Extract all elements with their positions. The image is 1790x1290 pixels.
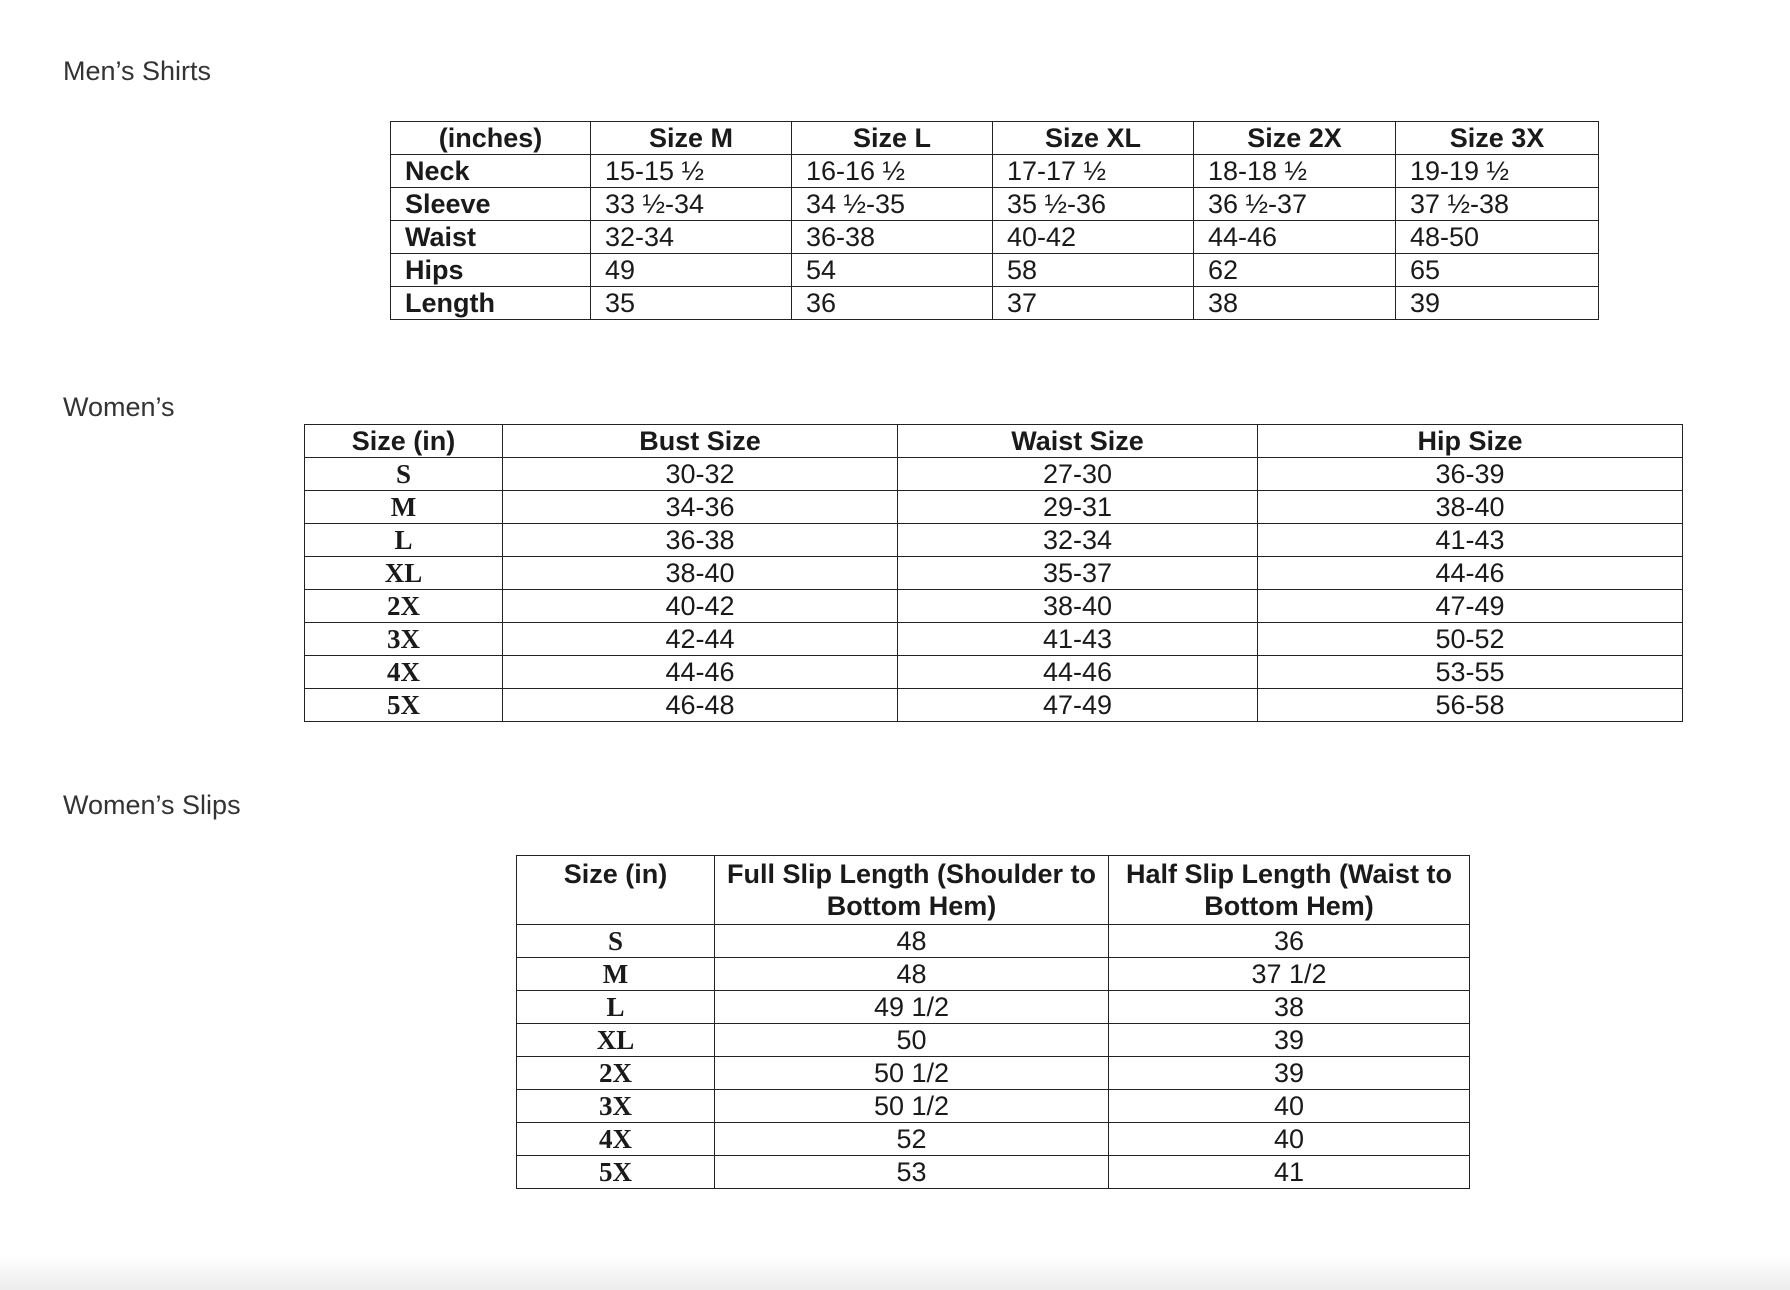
table-cell: 34-36	[503, 491, 898, 524]
column-header: Half Slip Length (Waist to Bottom Hem)	[1109, 856, 1470, 925]
table-header-row	[517, 856, 1470, 925]
table-row	[517, 1156, 1470, 1189]
size-cell: 5X	[517, 1156, 715, 1189]
table-cell: 58	[993, 254, 1194, 287]
table-cell: 38-40	[503, 557, 898, 590]
size-cell: L	[305, 524, 503, 557]
table-cell: 32-34	[898, 524, 1258, 557]
column-header: Bust Size	[503, 425, 898, 458]
table-row	[305, 656, 1683, 689]
table-cell: 38-40	[1258, 491, 1683, 524]
row-label: Waist	[391, 221, 591, 254]
column-header: Size XL	[993, 122, 1194, 155]
size-cell: XL	[517, 1024, 715, 1057]
table-cell: 27-30	[898, 458, 1258, 491]
table-cell: 16-16 ½	[792, 155, 993, 188]
size-cell: 3X	[517, 1090, 715, 1123]
table-cell: 44-46	[1258, 557, 1683, 590]
table-cell: 44-46	[898, 656, 1258, 689]
size-cell: 2X	[517, 1057, 715, 1090]
size-cell: XL	[305, 557, 503, 590]
table-cell: 33 ½-34	[591, 188, 792, 221]
table-cell: 53-55	[1258, 656, 1683, 689]
table-cell: 36-38	[792, 221, 993, 254]
table-cell: 50 1/2	[715, 1090, 1109, 1123]
table-cell: 41	[1109, 1156, 1470, 1189]
column-header: Size 3X	[1396, 122, 1599, 155]
table-header-row	[305, 425, 1683, 458]
table-row	[517, 1024, 1470, 1057]
table-cell: 50 1/2	[715, 1057, 1109, 1090]
table-cell: 65	[1396, 254, 1599, 287]
size-cell: L	[517, 991, 715, 1024]
table-row	[305, 491, 1683, 524]
table-cell: 53	[715, 1156, 1109, 1189]
table-cell: 36 ½-37	[1194, 188, 1396, 221]
column-header: Hip Size	[1258, 425, 1683, 458]
table-row	[517, 1057, 1470, 1090]
womens-size-table	[304, 424, 1683, 722]
table-cell: 47-49	[898, 689, 1258, 722]
table-cell: 39	[1396, 287, 1599, 320]
table-row	[391, 287, 1599, 320]
table-cell: 35	[591, 287, 792, 320]
table-cell: 39	[1109, 1024, 1470, 1057]
table-row	[305, 623, 1683, 656]
table-row	[391, 188, 1599, 221]
table-cell: 18-18 ½	[1194, 155, 1396, 188]
table-cell: 49	[591, 254, 792, 287]
table-cell: 41-43	[898, 623, 1258, 656]
table-cell: 36	[1109, 925, 1470, 958]
table-row	[517, 1123, 1470, 1156]
table-header-row	[391, 122, 1599, 155]
table-row	[305, 557, 1683, 590]
table-row	[517, 925, 1470, 958]
table-cell: 30-32	[503, 458, 898, 491]
row-label: Hips	[391, 254, 591, 287]
womens-heading: Women’s	[63, 392, 175, 422]
size-cell: S	[517, 925, 715, 958]
table-cell: 42-44	[503, 623, 898, 656]
table-cell: 36	[792, 287, 993, 320]
table-cell: 40	[1109, 1123, 1470, 1156]
size-cell: M	[305, 491, 503, 524]
table-cell: 47-49	[1258, 590, 1683, 623]
table-cell: 48-50	[1396, 221, 1599, 254]
column-header: Size (in)	[517, 856, 715, 925]
table-cell: 48	[715, 925, 1109, 958]
size-cell: 4X	[517, 1123, 715, 1156]
table-cell: 35 ½-36	[993, 188, 1194, 221]
size-cell: 3X	[305, 623, 503, 656]
table-cell: 37 ½-38	[1396, 188, 1599, 221]
womens-slips-heading: Women’s Slips	[63, 790, 241, 820]
table-cell: 40	[1109, 1090, 1470, 1123]
table-row	[305, 524, 1683, 557]
column-header: Full Slip Length (Shoulder to Bottom Hem)	[715, 856, 1109, 925]
table-cell: 35-37	[898, 557, 1258, 590]
table-cell: 50-52	[1258, 623, 1683, 656]
column-header: Size 2X	[1194, 122, 1396, 155]
table-row	[305, 689, 1683, 722]
size-cell: 2X	[305, 590, 503, 623]
table-cell: 54	[792, 254, 993, 287]
table-cell: 19-19 ½	[1396, 155, 1599, 188]
table-row	[305, 590, 1683, 623]
table-cell: 36-39	[1258, 458, 1683, 491]
size-cell: M	[517, 958, 715, 991]
table-cell: 52	[715, 1123, 1109, 1156]
table-row	[517, 1090, 1470, 1123]
table-cell: 44-46	[503, 656, 898, 689]
table-cell: 40-42	[503, 590, 898, 623]
table-cell: 29-31	[898, 491, 1258, 524]
womens-slips-size-table	[516, 855, 1470, 1189]
table-cell: 37 1/2	[1109, 958, 1470, 991]
table-row	[391, 221, 1599, 254]
table-cell: 44-46	[1194, 221, 1396, 254]
row-label: Length	[391, 287, 591, 320]
table-cell: 38	[1194, 287, 1396, 320]
table-row	[391, 254, 1599, 287]
table-cell: 48	[715, 958, 1109, 991]
table-cell: 40-42	[993, 221, 1194, 254]
table-cell: 50	[715, 1024, 1109, 1057]
table-cell: 46-48	[503, 689, 898, 722]
table-cell: 38-40	[898, 590, 1258, 623]
size-cell: 4X	[305, 656, 503, 689]
column-header: Size (in)	[305, 425, 503, 458]
table-cell: 34 ½-35	[792, 188, 993, 221]
column-header: Size M	[591, 122, 792, 155]
table-row	[517, 958, 1470, 991]
mens-shirts-size-table	[390, 121, 1599, 320]
row-label: Sleeve	[391, 188, 591, 221]
table-cell: 41-43	[1258, 524, 1683, 557]
table-cell: 32-34	[591, 221, 792, 254]
table-cell: 39	[1109, 1057, 1470, 1090]
size-cell: 5X	[305, 689, 503, 722]
table-cell: 49 1/2	[715, 991, 1109, 1024]
table-row	[305, 458, 1683, 491]
size-cell: S	[305, 458, 503, 491]
table-row	[391, 155, 1599, 188]
column-header-units: (inches)	[391, 122, 591, 155]
column-header: Waist Size	[898, 425, 1258, 458]
mens-shirts-heading: Men’s Shirts	[63, 56, 212, 86]
table-cell: 56-58	[1258, 689, 1683, 722]
table-cell: 62	[1194, 254, 1396, 287]
row-label: Neck	[391, 155, 591, 188]
table-cell: 15-15 ½	[591, 155, 792, 188]
table-row	[517, 991, 1470, 1024]
bottom-edge-shadow	[0, 1256, 1790, 1290]
table-cell: 36-38	[503, 524, 898, 557]
column-header: Size L	[792, 122, 993, 155]
table-cell: 37	[993, 287, 1194, 320]
table-cell: 38	[1109, 991, 1470, 1024]
table-cell: 17-17 ½	[993, 155, 1194, 188]
